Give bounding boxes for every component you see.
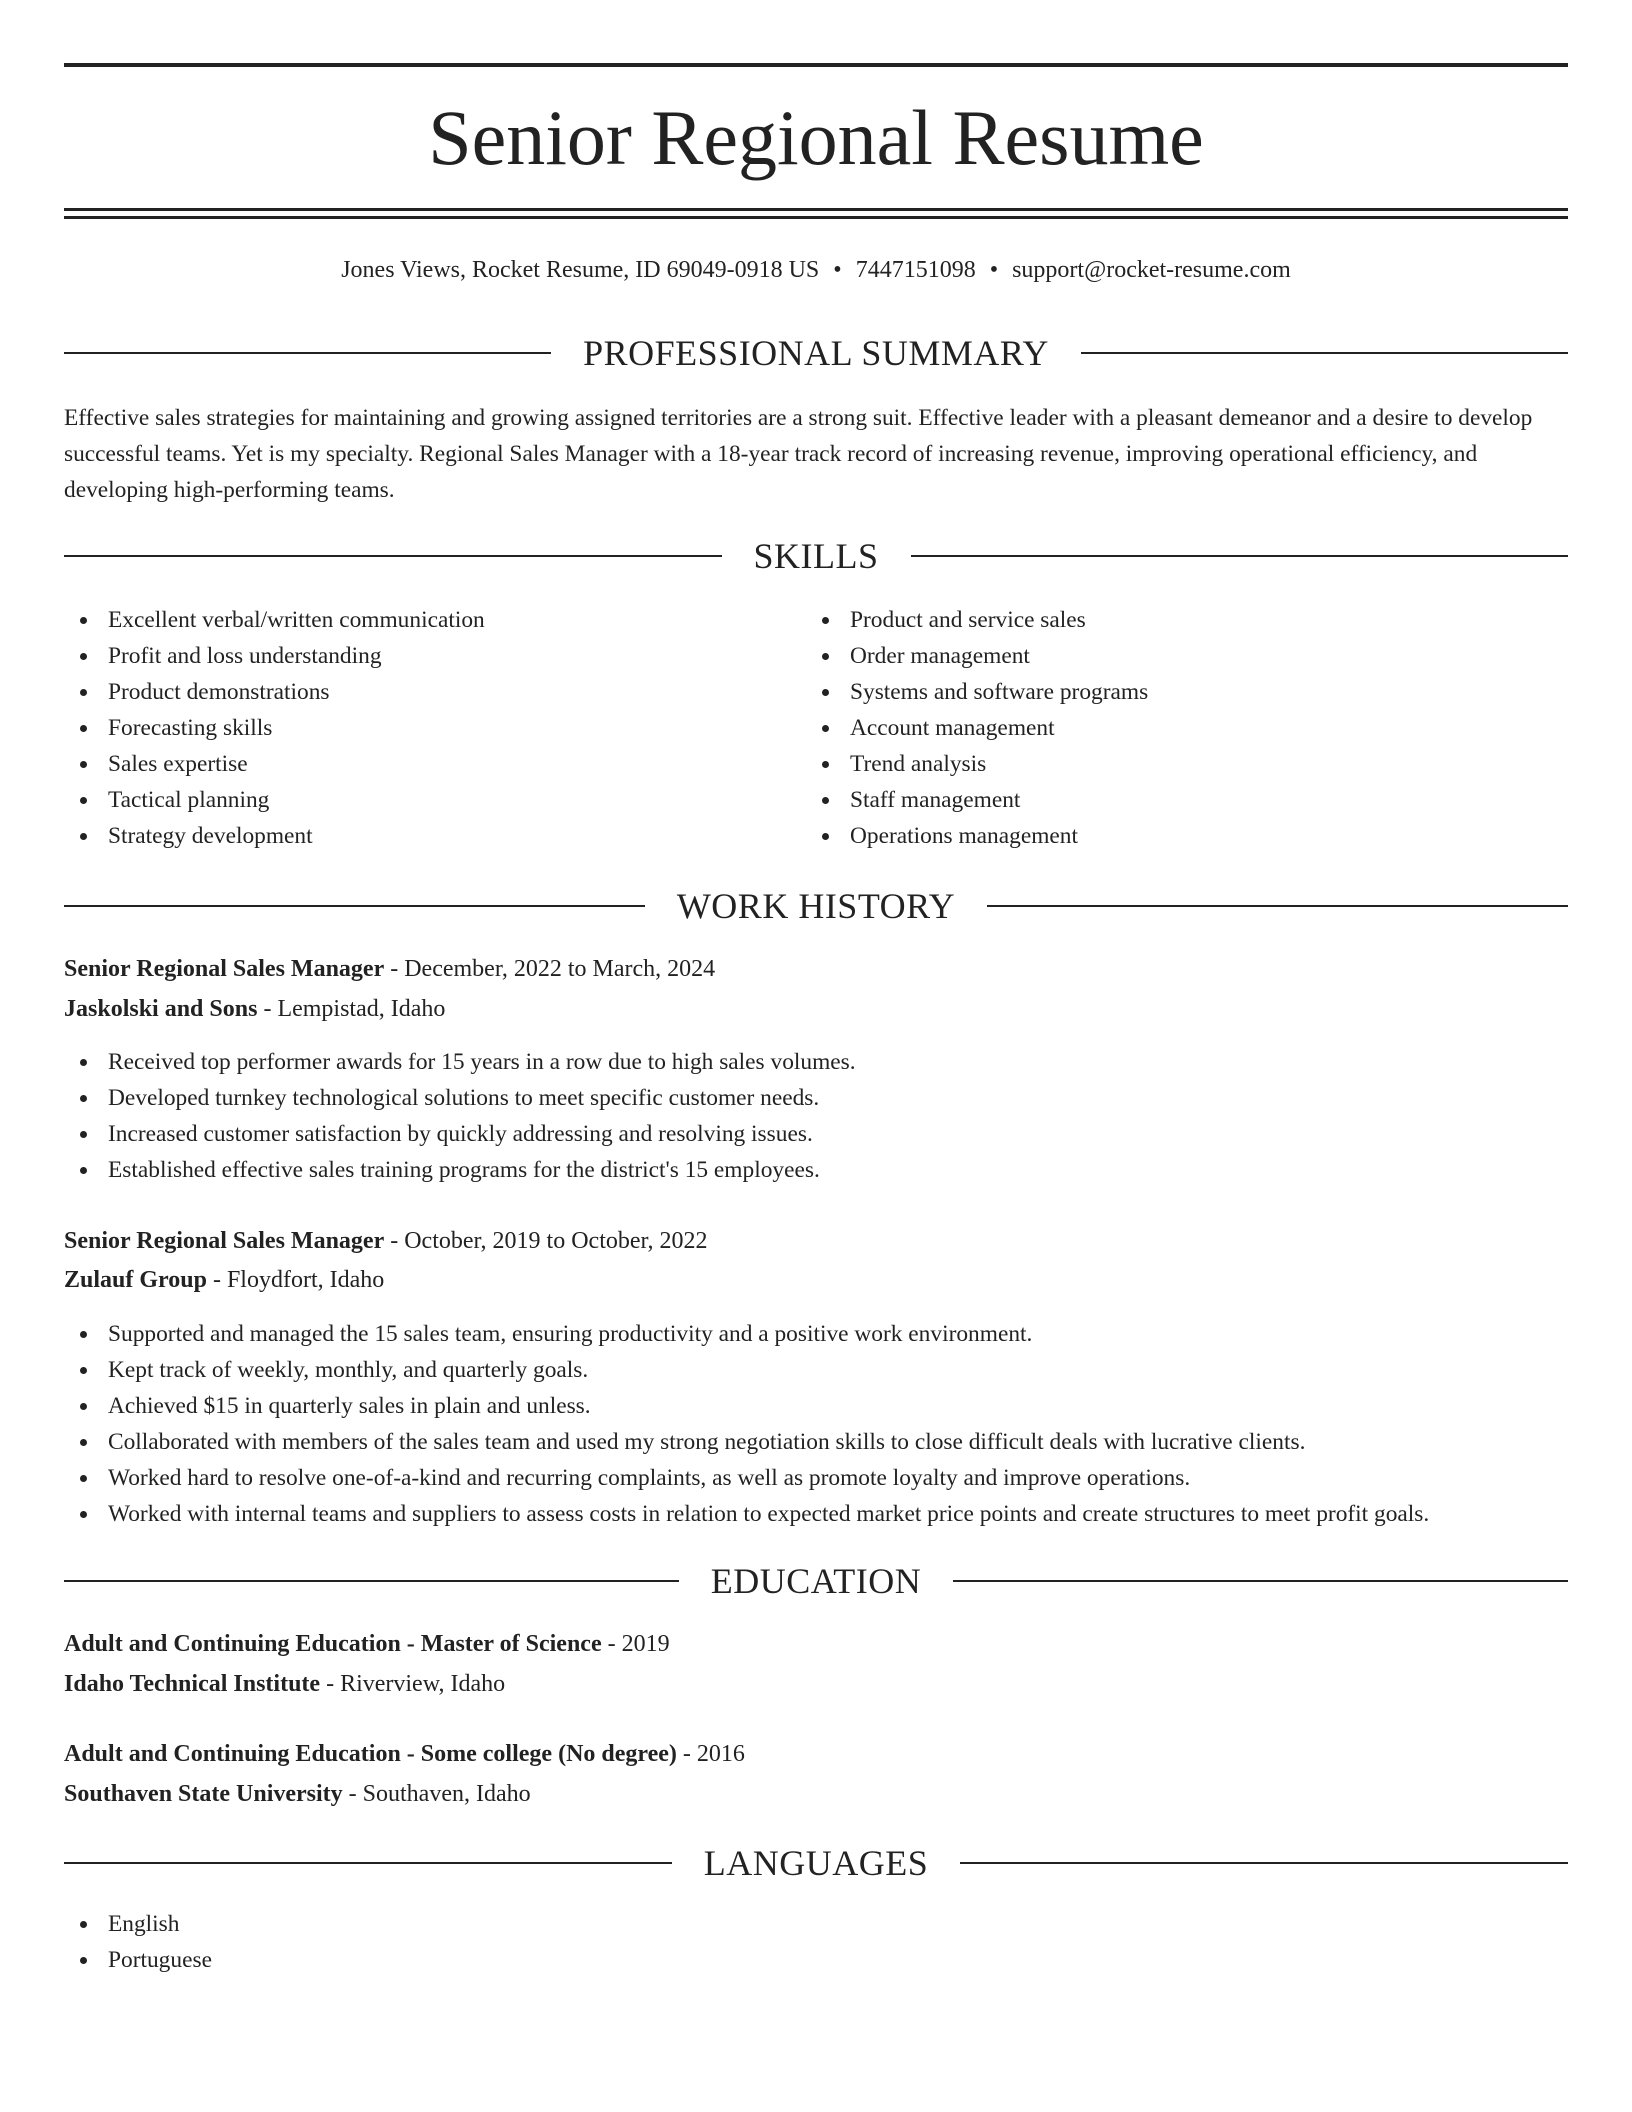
job-bullet: Developed turnkey technological solutions to meet specific customer needs. xyxy=(64,1080,1568,1116)
education-school: Southaven State University xyxy=(64,1781,343,1807)
skill-item: Systems and software programs xyxy=(806,674,1546,710)
contact-separator: • xyxy=(989,257,999,283)
section-title-languages: LANGUAGES xyxy=(703,1843,929,1883)
job-bullet: Collaborated with members of the sales team and used my strong negotiation skills to close difficult deals with lucrative clients. xyxy=(64,1424,1568,1460)
skill-item: Account management xyxy=(806,710,1546,746)
education-year: - 2019 xyxy=(601,1631,670,1657)
section-heading-education xyxy=(64,1559,1568,1603)
section-title-skills: SKILLS xyxy=(753,536,879,576)
heading-rule xyxy=(64,352,551,354)
education-location: - Southaven, Idaho xyxy=(342,1781,531,1807)
section-heading-skills xyxy=(64,534,1568,578)
education-year: - 2016 xyxy=(676,1741,745,1767)
heading-rule xyxy=(64,905,645,907)
title-rule-lower xyxy=(64,216,1568,219)
heading-rule xyxy=(987,905,1568,907)
skill-item: Operations management xyxy=(806,818,1546,854)
education-school-line xyxy=(64,1775,1568,1813)
languages-list xyxy=(64,1906,1568,1978)
title-rule-upper xyxy=(64,208,1568,211)
job-bullet: Achieved $15 in quarterly sales in plain and unless. xyxy=(64,1388,1568,1424)
skill-item: Forecasting skills xyxy=(64,710,804,746)
language-item: English xyxy=(64,1906,1568,1942)
skills-list-right xyxy=(806,602,1546,854)
skill-item: Product and service sales xyxy=(806,602,1546,638)
skill-item: Strategy development xyxy=(64,818,804,854)
job-dates: - December, 2022 to March, 2024 xyxy=(384,956,716,982)
contact-email: support@rocket-resume.com xyxy=(1012,257,1291,283)
heading-rule xyxy=(64,555,722,557)
skill-item: Order management xyxy=(806,638,1546,674)
job-bullet: Worked hard to resolve one-of-a-kind and recurring complaints, as well as promote loyalty and improve operations. xyxy=(64,1460,1568,1496)
job-title: Senior Regional Sales Manager xyxy=(64,956,385,982)
heading-rule xyxy=(64,1862,672,1864)
job-bullet: Increased customer satisfaction by quickly addressing and resolving issues. xyxy=(64,1116,1568,1152)
job-title: Senior Regional Sales Manager xyxy=(64,1228,385,1254)
job-bullet: Received top performer awards for 15 years in a row due to high sales volumes. xyxy=(64,1044,1568,1080)
section-heading-work xyxy=(64,884,1568,928)
heading-rule xyxy=(953,1580,1568,1582)
skills-list-left xyxy=(64,602,804,854)
job-location: - Lempistad, Idaho xyxy=(257,996,446,1022)
job-company-line xyxy=(64,1261,1568,1299)
section-title-summary: PROFESSIONAL SUMMARY xyxy=(583,333,1049,373)
summary-text: Effective sales strategies for maintaining and growing assigned territories are a strong suit. Effective leader with a pleasant demeanor and a desire to develop successful teams. Yet is my specialty. Regional Sales Manager with a 18-year track record of increasing revenue, improving operational efficiency, and developing high-performing teams. xyxy=(64,405,1533,503)
contact-address: Jones Views, Rocket Resume, ID 69049-0918 US xyxy=(341,257,820,283)
language-item: Portuguese xyxy=(64,1942,1568,1978)
skill-item: Product demonstrations xyxy=(64,674,804,710)
job-title-line xyxy=(64,950,1568,988)
job-dates: - October, 2019 to October, 2022 xyxy=(384,1228,708,1254)
section-heading-languages xyxy=(64,1841,1568,1885)
job-bullet: Kept track of weekly, monthly, and quarterly goals. xyxy=(64,1352,1568,1388)
job-location: - Floydfort, Idaho xyxy=(206,1267,385,1293)
contact-phone: 7447151098 xyxy=(855,257,976,283)
job-bullet: Supported and managed the 15 sales team, ensuring productivity and a positive work environment. xyxy=(64,1316,1568,1352)
education-degree-line xyxy=(64,1735,1568,1773)
section-title-education: EDUCATION xyxy=(710,1561,922,1601)
job-title-line xyxy=(64,1222,1568,1260)
education-degree-line xyxy=(64,1625,1568,1663)
contact-separator: • xyxy=(833,257,842,283)
education-location: - Riverview, Idaho xyxy=(320,1671,506,1697)
education-school: Idaho Technical Institute xyxy=(64,1671,321,1697)
skill-item: Profit and loss understanding xyxy=(64,638,804,674)
job-bullets xyxy=(64,1044,1568,1188)
heading-rule xyxy=(911,555,1569,557)
job-bullets xyxy=(64,1316,1568,1532)
skill-item: Trend analysis xyxy=(806,746,1546,782)
contact-line xyxy=(64,252,1568,288)
skill-item: Sales expertise xyxy=(64,746,804,782)
skill-item: Tactical planning xyxy=(64,782,804,818)
resume-title: Senior Regional Resume xyxy=(428,94,1204,181)
section-title-work: WORK HISTORY xyxy=(676,886,956,926)
education-degree: Adult and Continuing Education - Master of Science xyxy=(64,1631,602,1657)
job-bullet: Worked with internal teams and suppliers to assess costs in relation to expected market price points and create structures to meet profit goals. xyxy=(64,1496,1568,1532)
education-school-line xyxy=(64,1665,1568,1703)
job-bullet: Established effective sales training programs for the district's 15 employees. xyxy=(64,1152,1568,1188)
skill-item: Staff management xyxy=(806,782,1546,818)
heading-rule xyxy=(1081,352,1568,354)
job-company: Jaskolski and Sons xyxy=(64,996,258,1022)
top-rule xyxy=(64,63,1568,67)
job-company-line xyxy=(64,990,1568,1028)
heading-rule xyxy=(960,1862,1568,1864)
skill-item: Excellent verbal/written communication xyxy=(64,602,804,638)
job-company: Zulauf Group xyxy=(64,1267,207,1293)
heading-rule xyxy=(64,1580,679,1582)
education-degree: Adult and Continuing Education - Some college (No degree) xyxy=(64,1741,677,1767)
section-heading-summary xyxy=(64,331,1568,375)
